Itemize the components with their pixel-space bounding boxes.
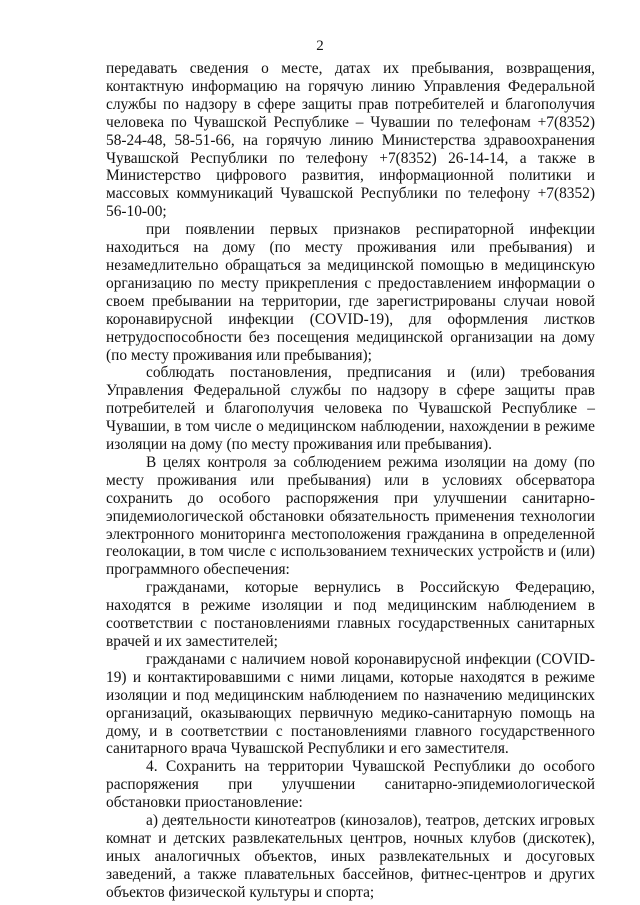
paragraph-report-info: передавать сведения о месте, датах их пребывания, возвращения, контактную информацию на горячую линию Управления Федеральной службы по надзору в сфере защиты прав потребителей и благополучия человека по Чувашской Республике – Чувашии по телефонам +7(8352) 58-24-48, 58-51-66, на горячую линию Министерства здравоохранения Чувашской Республики по телефону +7(8352) 26-14-14, а также в Министерство цифрового развития, информационной политики и массовых коммуникаций Чувашской Республики по телефону +7(8352) 56-10-00; xyxy=(106,60,595,221)
paragraph-returned-citizens: гражданами, которые вернулись в Российскую Федерацию, находятся в режиме изоляции и под медицинским наблюдением в соответствии с постановлениями главных государственных санитарных врачей и их заместителей; xyxy=(106,579,595,650)
paragraph-symptoms: при появлении первых признаков респираторной инфекции находиться на дому (по месту проживания или пребывания) и незамедлительно обращаться за медицинской помощью в медицинскую организацию по месту прикрепления с предоставлением информации о своем пребывании на территории, где зарегистрированы случаи новой коронавирусной инфекции (COVID-19), для оформления листков нетрудоспособности без посещения медицинской организации на дому (по месту проживания или пребывания); xyxy=(106,221,595,364)
page-number: 2 xyxy=(316,38,324,54)
paragraph-item-4: 4. Сохранить на территории Чувашской Республики до особого распоряжения при улучшении санитарно-эпидемиологической обстановки приостановление: xyxy=(106,758,595,812)
paragraph-item-4a: а) деятельности кинотеатров (кинозалов), театров, детских игровых комнат и детских развлекательных центров, ночных клубов (дискотек), иных аналогичных объектов, иных развлекательных и досуговых заведений, а также плавательных бассейнов, фитнес-центров и других объектов физической культуры и спорта; xyxy=(106,812,595,901)
paragraph-comply-requirements: соблюдать постановления, предписания и (или) требования Управления Федеральной службы по надзору в сфере защиты прав потребителей и благополучия человека по Чувашской Республике – Чувашии, в том числе о медицинском наблюдении, нахождении в режиме изоляции на дому (по месту проживания или пребывания). xyxy=(106,364,595,454)
paragraph-monitoring: В целях контроля за соблюдением режима изоляции на дому (по месту проживания или пребывания) или в условиях обсерватора сохранить до особого распоряжения при улучшении санитарно-эпидемиологической обстановки обязательность применения технологии электронного мониторинга местоположения гражданина в определенной геолокации, в том числе с использованием технических устройств и (или) программного обеспечения: xyxy=(106,453,595,579)
document-body xyxy=(106,60,595,902)
paragraph-infected-citizens: гражданами с наличием новой коронавирусной инфекции (COVID-19) и контактировавшими с ними лицами, которые находятся в режиме изоляции и под медицинским наблюдением по назначению медицинских организаций, оказывающих первичную медико-санитарную помощь на дому, и в соответствии с постановлениями главного государственного санитарного врача Чувашской Республики и его заместителя. xyxy=(106,650,595,758)
